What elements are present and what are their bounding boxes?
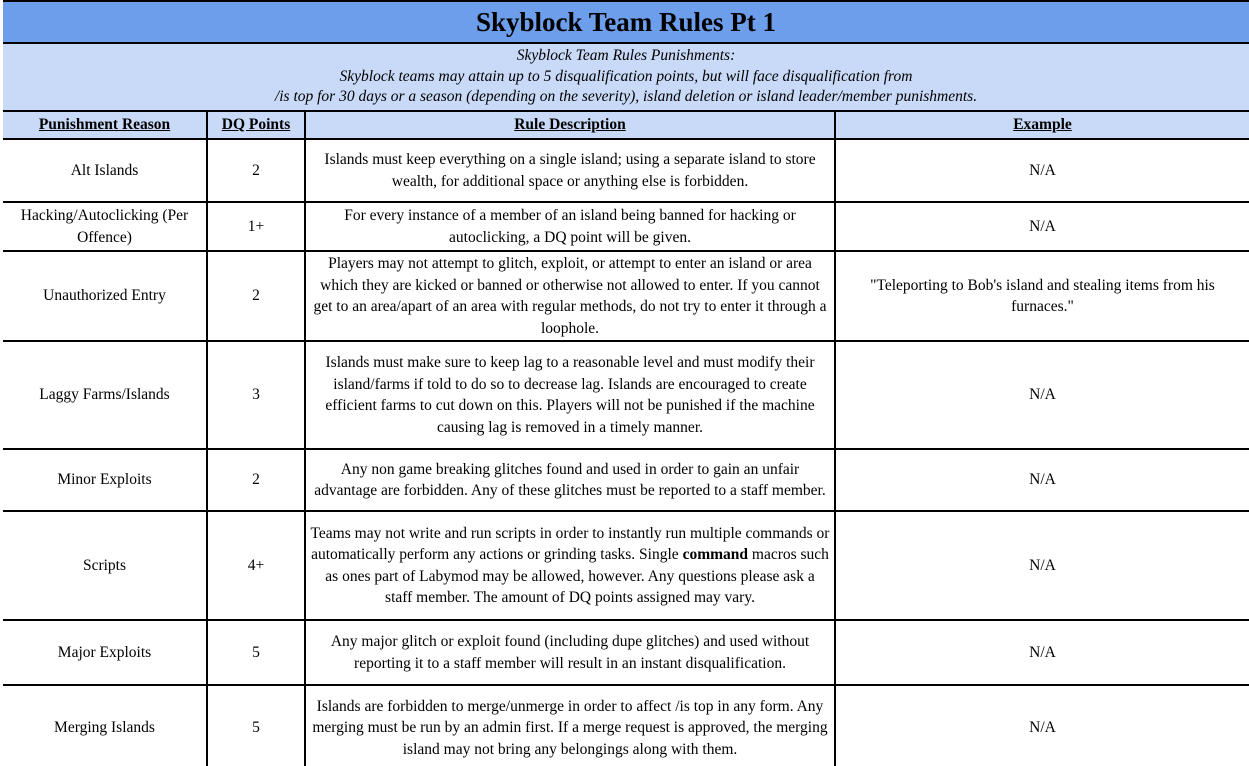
dq-points-cell: 4+ [207, 511, 305, 620]
example-cell: N/A [835, 341, 1249, 449]
example-cell: N/A [835, 202, 1249, 251]
table-row [3, 251, 1249, 341]
table-row [3, 202, 1249, 251]
example-cell: N/A [835, 685, 1249, 766]
reason-cell: Merging Islands [3, 685, 207, 766]
example-cell: N/A [835, 139, 1249, 202]
reason-cell: Scripts [3, 511, 207, 620]
table-header-row [3, 112, 1249, 139]
example-cell: "Teleporting to Bob's island and stealing items from his furnaces." [835, 251, 1249, 341]
column-header-dq-points: DQ Points [207, 112, 305, 139]
column-header-punishment-reason: Punishment Reason [3, 112, 207, 139]
subtitle-line: /is top for 30 days or a season (depending on the severity), island deletion or island leader/member punishments. [274, 88, 978, 106]
column-header-example: Example [835, 112, 1249, 139]
dq-points-cell: 1+ [207, 202, 305, 251]
column-header-rule-description: Rule Description [305, 112, 835, 139]
rule-cell: Any major glitch or exploit found (including dupe glitches) and used without reporting it to a staff member will result in an instant disqualification. [305, 620, 835, 685]
dq-points-cell: 2 [207, 449, 305, 511]
rule-text: Teams may not write and run scripts in order to instantly run multiple commands or automatically perform any actions or grinding tasks. Single [310, 524, 830, 563]
subtitle-line: Skyblock Team Rules Punishments: [516, 47, 736, 65]
subtitle-line: Skyblock teams may attain up to 5 disqualification points, but will face disqualification from [339, 67, 913, 85]
reason-cell: Major Exploits [3, 620, 207, 685]
dq-points-cell: 5 [207, 685, 305, 766]
reason-cell: Minor Exploits [3, 449, 207, 511]
rule-cell: Islands are forbidden to merge/unmerge in order to affect /is top in any form. Any merging must be run by an admin first. If a merge request is approved, the merging island may not bring any belongings along with them. [305, 685, 835, 766]
table-row [3, 341, 1249, 449]
rule-cell: Players may not attempt to glitch, exploit, or attempt to enter an island or area which they are kicked or banned or otherwise not allowed to enter. If you cannot get to an area/apart of an area with regular methods, do not try to enter it through a loophole. [305, 251, 835, 341]
rule-cell: Any non game breaking glitches found and used in order to gain an unfair advantage are forbidden. Any of these glitches must be reported to a staff member. [305, 449, 835, 511]
example-cell: N/A [835, 449, 1249, 511]
table-row [3, 511, 1249, 620]
reason-cell: Hacking/Autoclicking (Per Offence) [3, 202, 207, 251]
rule-text-bold: command [682, 546, 749, 563]
rule-cell: Islands must make sure to keep lag to a reasonable level and must modify their island/farms if told to do so to decrease lag. Islands are encouraged to create efficient farms to cut down on this. Players will not be punished if the machine causing lag is removed in a timely manner. [305, 341, 835, 449]
dq-points-cell: 5 [207, 620, 305, 685]
rule-cell: For every instance of a member of an island being banned for hacking or autoclicking, a DQ point will be given. [305, 202, 835, 251]
example-cell: N/A [835, 511, 1249, 620]
page-title [3, 0, 1249, 44]
table-row [3, 139, 1249, 202]
rule-text: macros such as ones part of Labymod may be allowed, however. Any questions please ask a staff member. The amount of DQ points assigned may vary. [325, 546, 829, 606]
table-row [3, 620, 1249, 685]
reason-cell: Alt Islands [3, 139, 207, 202]
dq-points-cell: 2 [207, 139, 305, 202]
rules-table [3, 112, 1249, 766]
reason-cell: Unauthorized Entry [3, 251, 207, 341]
page-title-text: Skyblock Team Rules Pt 1 [475, 6, 777, 37]
dq-points-cell: 3 [207, 341, 305, 449]
table-row [3, 449, 1249, 511]
dq-points-cell: 2 [207, 251, 305, 341]
rule-cell: Islands must keep everything on a single island; using a separate island to store wealth, for additional space or anything else is forbidden. [305, 139, 835, 202]
punishments-note [3, 44, 1249, 112]
example-cell: N/A [835, 620, 1249, 685]
table-row [3, 685, 1249, 766]
reason-cell: Laggy Farms/Islands [3, 341, 207, 449]
rule-cell [305, 511, 835, 620]
